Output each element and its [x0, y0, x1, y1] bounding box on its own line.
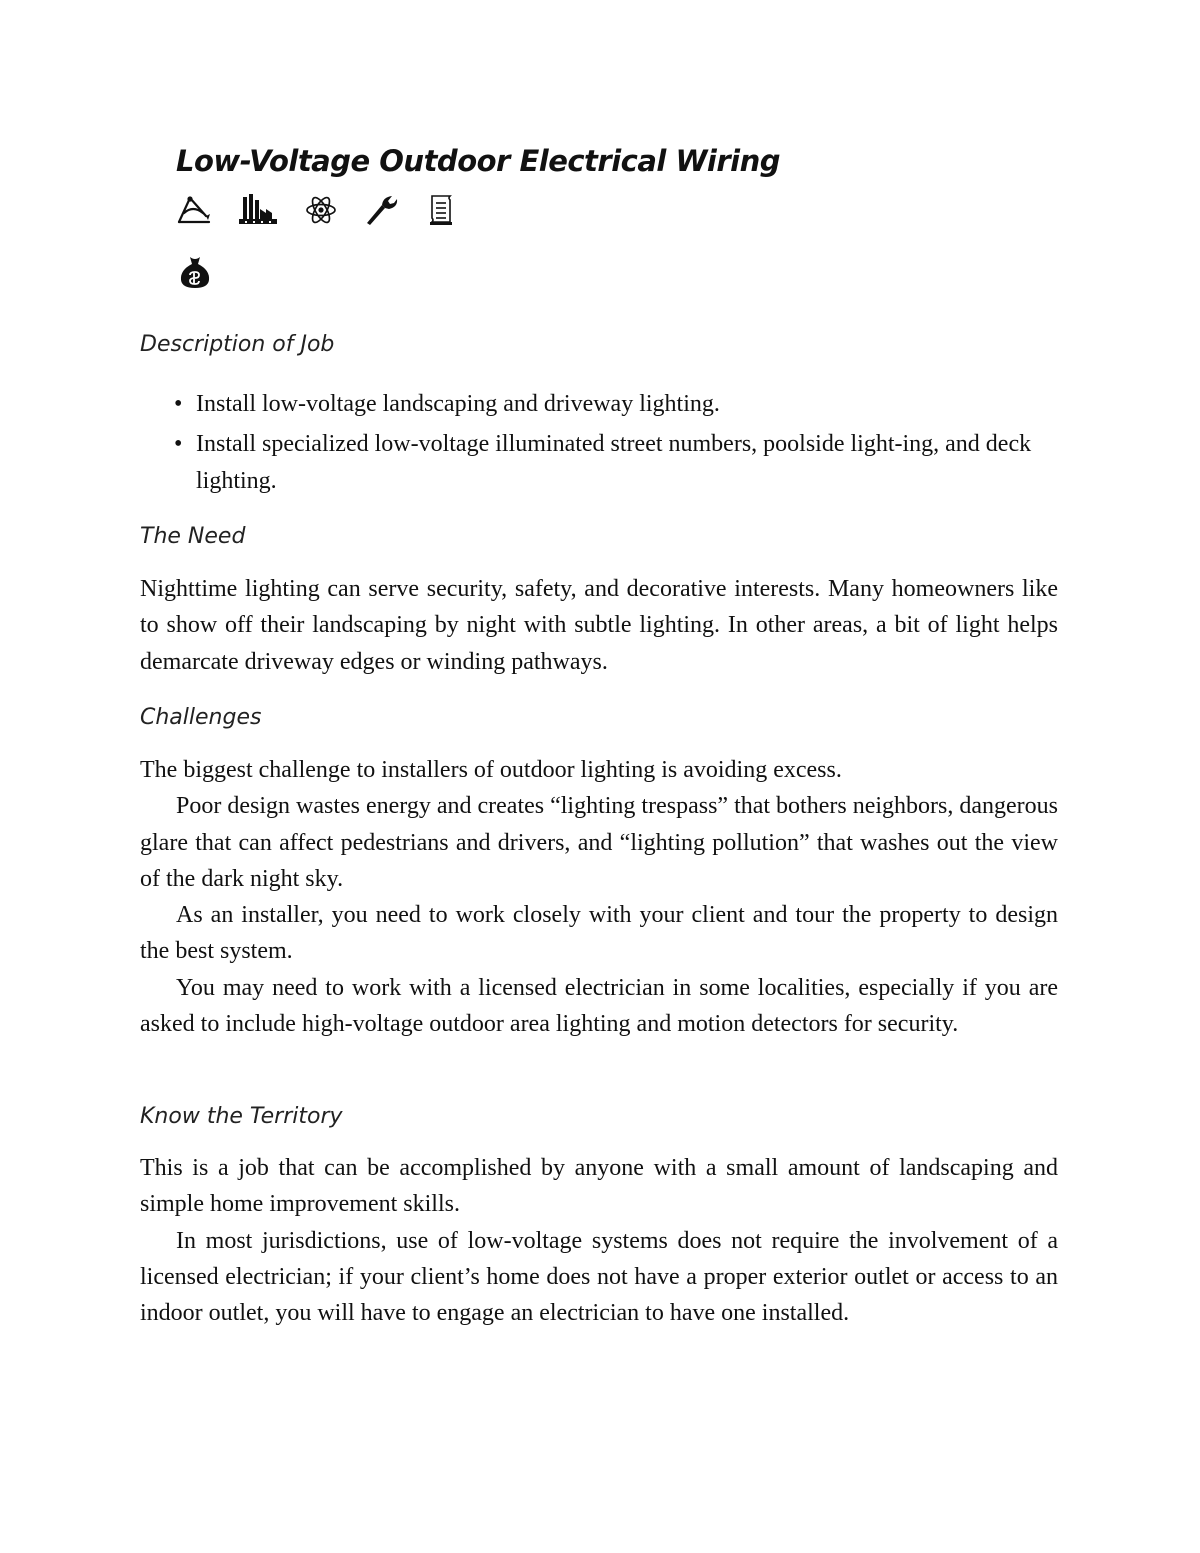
icon-row: [176, 192, 456, 228]
factory-icon: [238, 194, 278, 226]
paragraph: The biggest challenge to installers of outdoor lighting is avoiding excess.: [140, 757, 842, 783]
paragraph: Poor design wastes energy and creates “lighting trespass” that bothers neighbors, dangerous glare that can affect pedestrians and drivers, and “lighting pollution” that washes out the view of the dark night sky.: [140, 793, 1058, 892]
description-bullet-list: [172, 386, 1060, 503]
drafting-compass-icon: [176, 194, 212, 226]
document-title: Low-Voltage Outdoor Electrical Wiring: [176, 144, 781, 178]
territory-section-body: [140, 1150, 1058, 1331]
section-heading-challenges: Challenges: [140, 705, 262, 730]
list-item: [172, 426, 1060, 499]
paragraph: This is a job that can be accomplished by anyone with a small amount of landscaping and simple home improvement skills.: [140, 1155, 1058, 1218]
paragraph: In most jurisdictions, use of low-voltage systems does not require the involvement of a licensed electrician; if your client’s home does not have a proper exterior outlet or access to an indoor outlet, you will have to engage an electrician to have one installed.: [140, 1227, 1058, 1327]
bullet-text: Install low-voltage landscaping and driveway lighting.: [196, 391, 720, 417]
paragraph: You may need to work with a licensed electrician in some localities, especially if you are asked to include high-voltage outdoor area lighting and motion detectors for security.: [140, 974, 1058, 1038]
list-item: [172, 386, 1060, 422]
section-heading-need: The Need: [140, 524, 246, 549]
document-icon: [426, 194, 456, 226]
atom-icon: [304, 194, 338, 226]
bullet-marker: •: [174, 431, 183, 458]
section-heading-description: Description of Job: [140, 332, 335, 357]
bullet-text: Install specialized low-voltage illuminated street numbers, poolside light-ing, and deck lighting.: [196, 431, 1032, 494]
section-heading-territory: Know the Territory: [140, 1104, 343, 1129]
wrench-icon: [364, 194, 400, 226]
challenges-section-body: [140, 752, 1058, 1042]
bullet-marker: •: [174, 391, 183, 417]
money-bag-icon: [178, 254, 212, 290]
icon-row-second: [178, 254, 212, 290]
paragraph: As an installer, you need to work closely with your client and tour the property to design the best system.: [140, 902, 1058, 965]
paragraph: Nighttime lighting can serve security, safety, and decorative interests. Many homeowners like to show off their landscaping by night with subtle lighting. In other areas, a bit of light helps demarcate driveway edges or winding pathways.: [140, 576, 1058, 675]
need-section-body: [140, 571, 1058, 680]
